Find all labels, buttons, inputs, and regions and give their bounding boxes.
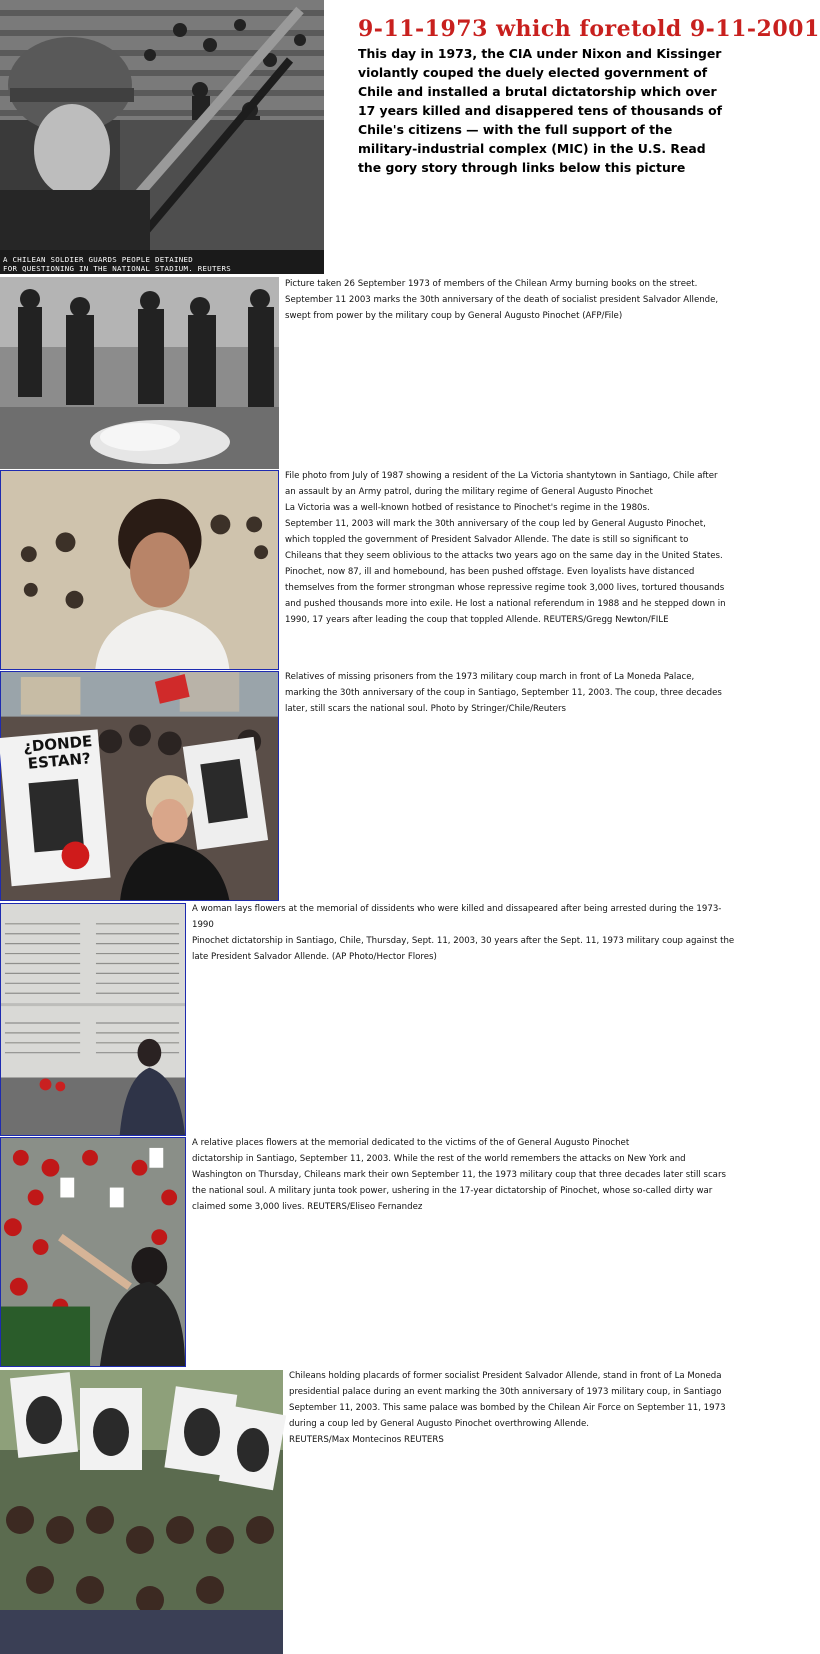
intro-paragraph: This day in 1973, the CIA under Nixon and Kissinger violantly couped the duely elected government of Chile and installed a brutal dictatorship which over 17 years killed and disappered tens of thousands of Chile's citizens — with the full support of the military-industrial complex (MIC) in the U.S. Read the gory story through links below this picture [358,46,722,175]
caption-la-victoria: File photo from July of 1987 showing a resident of the La Victoria shantytown in Santiago, Chile after an assault by an Army patrol, during the military regime of General Augusto Pinochet La Victoria was a well-known hotbed of resistance to Pinochet's regime in the 1980s. September 11, 2003 will mark the 30th anniversary of the coup led by General Augusto Pinochet, which toppled the government of President Salvador Allende. The date is still so significant to Chileans that they seem oblivious to the attacks two years ago on the same day in the United States. Pinochet, now 87, ill and homebound, has been pushed offstage. Even loyalists have distanced themselves from the former strongman whose repressive regime took 3,000 lives, tortured thousands and pushed thousands more into exile. He lost a national referendum in 1988 and he stepped down in 1990, 17 years after leading the coup that toppled Allende. REUTERS/Gregg Newton/FILE [285,471,726,625]
photo-allende-placards [0,1370,283,1654]
caption-allende-placards: Chileans holding placards of former socialist President Salvador Allende, stand in front of La Moneda presidential palace during an event marking the 30th anniversary of 1973 military coup, in Santiago September 11, 2003. This same palace was bombed by the Chilean Air Force on September 11, 1973 during a coup led by General Augusto Pinochet overthrowing Allende. REUTERS/Max Montecinos REUTERS [289,1371,726,1445]
caption-relatives-march: Relatives of missing prisoners from the 1973 military coup march in front of La Moneda Palace, marking the 30th anniversary of the coup in Santiago, September 11, 2003. The coup, three decades later, still scars the national soul. Photo by Stringer/Chile/Reuters [285,672,722,714]
caption-book-burning: Picture taken 26 September 1973 of members of the Chilean Army burning books on the street. September 11 2003 marks the 30th anniversary of the death of socialist president Salvador Allende, swept from power by the military coup by General Augusto Pinochet (AFP/File) [285,279,719,321]
photo-overlay-caption-line2: FOR QUESTIONING IN THE NATIONAL STADIUM. REUTERS [3,264,231,273]
photo-book-burning [0,277,279,469]
photo-soldier-stadium [0,0,324,274]
photo-relatives-march [0,671,279,901]
caption-relative-flowers: A relative places flowers at the memorial dedicated to the victims of the of General Augusto Pinochet dictatorship in Santiago, September 11, 2003. While the rest of the world remembers the attacks on New York and Washington on Thursday, Chileans mark their own September 11, the 1973 military coup that three decades later still scars the national soul. A military junta took power, ushering in the 17-year dictatorship of Pinochet, whose so-called dirty war claimed some 3,000 lives. REUTERS/Eliseo Fernandez [192,1138,726,1212]
placard-text-line2: ESTAN? [27,749,92,773]
photo-memorial-wall [0,903,186,1136]
page-headline: 9-11-1973 which foretold 9-11-2001 [358,16,820,42]
photo-la-victoria-resident [0,470,279,670]
photo-relative-flowers [0,1137,186,1367]
caption-memorial-wall: A woman lays flowers at the memorial of dissidents who were killed and dissapeared after being arrested during the 1973-1990 Pinochet dictatorship in Santiago, Chile, Thursday, Sept. 11, 2003, 30 years after the Sept. 11, 1973 military coup against the late President Salvador Allende. (AP Photo/Hector Flores) [192,904,735,962]
photo-overlay-caption-line1: A CHILEAN SOLDIER GUARDS PEOPLE DETAINED [3,255,193,264]
placard-text-line1: ¿DONDE [22,732,93,757]
